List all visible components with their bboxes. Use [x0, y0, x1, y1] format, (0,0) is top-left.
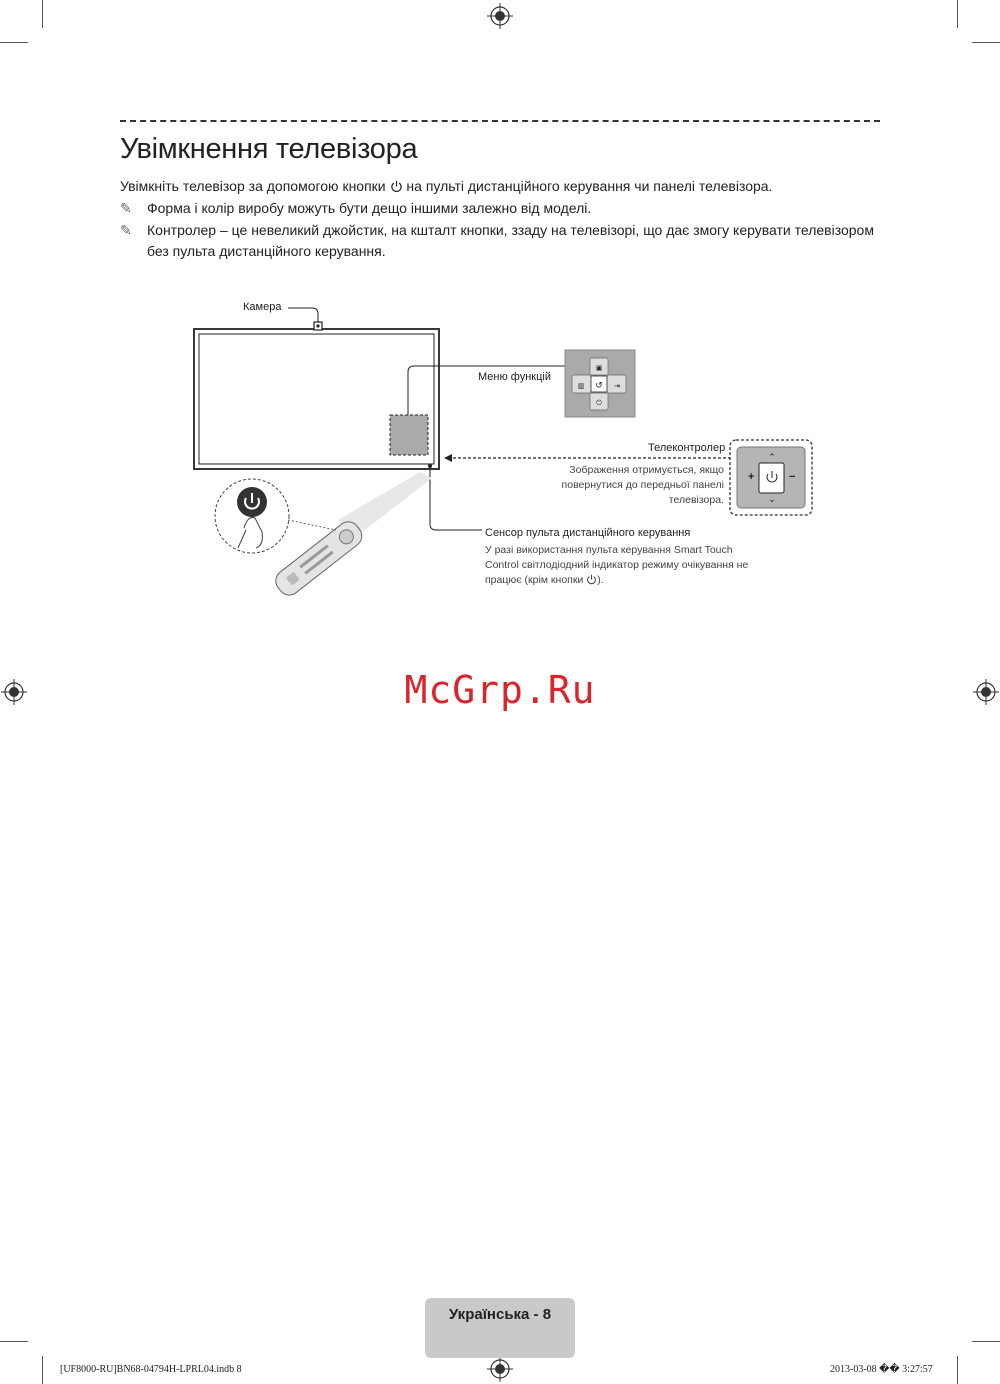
crop-mark: [42, 1356, 43, 1384]
power-icon: [390, 180, 403, 193]
crop-mark: [972, 42, 1000, 43]
registration-mark-icon: [487, 1356, 513, 1382]
crop-mark: [42, 0, 43, 28]
crop-mark: [0, 1341, 28, 1342]
crop-mark: [0, 42, 28, 43]
intro-before: Увімкніть телевізор за допомогою кнопки: [120, 178, 386, 194]
crop-mark: [957, 1356, 958, 1384]
svg-text:↺: ↺: [595, 381, 603, 391]
sensor-desc-line: У разі використання пульта керування Smart Touch: [485, 544, 733, 556]
page-number-label: Українська - 8: [448, 1306, 552, 1323]
note-item: [120, 220, 880, 259]
svg-text:▣: ▣: [595, 364, 603, 372]
pencil-note-icon: ✎: [120, 200, 132, 216]
svg-text:▥: ▥: [577, 382, 585, 390]
power-icon: [586, 574, 597, 585]
crop-mark: [957, 0, 958, 28]
pencil-note-icon: ✎: [120, 222, 132, 238]
page-title: Увімкнення телевізора: [120, 133, 418, 165]
controller-description: [560, 463, 724, 508]
controller-desc-line: Зображення отримується, якщо: [569, 464, 724, 476]
sensor-description: [485, 543, 785, 588]
note-item: [120, 198, 880, 219]
file-info: [UF8000-RU]BN68-04794H-LPRL04.indb 8: [60, 1364, 242, 1375]
note-text: Контролер – це невеликий джойстик, на кшталт кнопки, ззаду на телевізорі, що дає змогу керувати телевізором без пульта дистанційного керування.: [147, 222, 874, 259]
svg-text:⏻: ⏻: [596, 399, 602, 407]
intro-after: на пульті дистанційного керування чи панелі телевізора.: [406, 178, 773, 194]
note-text: Форма і колір виробу можуть бути дещо іншими залежно від моделі.: [147, 200, 592, 216]
controller-plus: +: [748, 471, 755, 483]
sensor-desc-line: Control світлодіодний індикатор режиму очікування не: [485, 559, 749, 571]
svg-text:⇥: ⇥: [614, 382, 620, 390]
registration-mark-icon: [487, 3, 513, 29]
controller-desc-line: повернутися до передньої панелі: [561, 479, 724, 491]
svg-text:⌄: ⌄: [768, 495, 776, 505]
section-divider: [120, 120, 880, 122]
function-menu-label: Меню функцій: [478, 371, 551, 383]
controller-minus: −: [789, 471, 796, 483]
watermark: McGrp.Ru: [404, 668, 596, 712]
sensor-desc-after: ).: [597, 574, 604, 586]
sensor-label: Сенсор пульта дистанційного керування: [485, 527, 691, 539]
svg-text:⌃: ⌃: [768, 453, 776, 463]
controller-label: Телеконтролер: [648, 442, 726, 454]
remote-sensor: [428, 464, 432, 468]
crop-mark: [972, 1341, 1000, 1342]
camera-label: Камера: [243, 301, 282, 313]
sensor-desc-before: працює (крім кнопки: [485, 574, 584, 586]
date-info: 2013-03-08 �� 3:27:57: [830, 1364, 933, 1375]
intro-text: [120, 176, 772, 197]
controller-desc-line: телевізора.: [668, 494, 724, 506]
sensor-desc-line: [485, 573, 785, 588]
controller-area: [390, 415, 428, 455]
